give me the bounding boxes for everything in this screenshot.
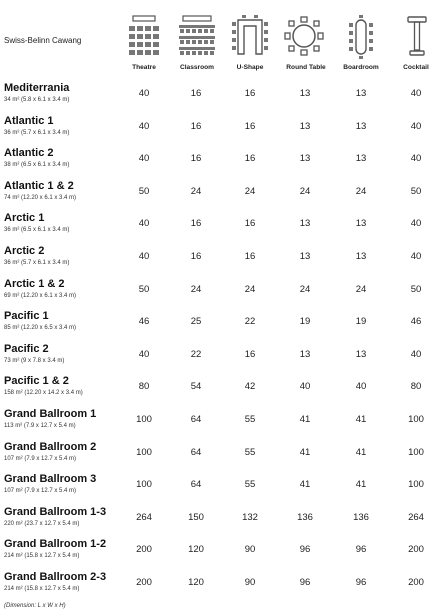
- capacity-cell: 200: [136, 577, 152, 588]
- capacity-cell: 41: [355, 479, 367, 491]
- capacity-cell: 120: [188, 544, 204, 556]
- table-row: [0, 306, 435, 338]
- room-name: Atlantic 2: [4, 147, 54, 160]
- capacity-cell: 80: [138, 381, 150, 393]
- capacity-cell: 16: [190, 88, 202, 99]
- room-size: 34 m² (5.8 x 6.1 x 3.4 m): [4, 97, 70, 103]
- col-label-theatre: Theatre: [132, 64, 156, 71]
- room-size: 36 m² (5.7 x 6.1 x 3.4 m): [4, 260, 70, 266]
- capacity-cell: 41: [355, 414, 367, 425]
- capacity-cell: 40: [410, 348, 422, 360]
- capacity-cell: 13: [299, 218, 311, 230]
- room-size: 107 m² (7.9 x 12.7 x 5.4 m): [4, 455, 77, 462]
- room-size: 36 m² (6.5 x 6.1 x 3.4 m): [4, 227, 70, 234]
- table-row: [0, 208, 435, 240]
- capacity-cell: 90: [244, 544, 256, 556]
- capacity-cell: 64: [190, 414, 202, 425]
- room-name: Atlantic 1: [4, 114, 54, 127]
- room-size: 158 m² (12.20 x 14.2 x 3.4 m): [4, 390, 83, 397]
- capacity-cell: 40: [410, 120, 422, 132]
- capacity-cell: 64: [190, 479, 202, 491]
- capacity-cell: 54: [190, 381, 202, 393]
- room-name: Pacific 1 & 2: [4, 375, 69, 388]
- capacity-cell: 22: [190, 348, 202, 360]
- room-size: 73 m² (9 x 7.8 x 3.4 m): [4, 357, 65, 364]
- capacity-cell: 100: [408, 446, 424, 458]
- capacity-cell: 96: [299, 544, 311, 556]
- col-label-boardroom: Boardroom: [343, 64, 379, 71]
- capacity-cell: 200: [136, 544, 152, 556]
- capacity-cell: 16: [190, 153, 202, 165]
- capacity-cell: 40: [410, 153, 422, 165]
- capacity-cell: 16: [244, 348, 256, 360]
- room-name: Grand Ballroom 1-2: [4, 538, 107, 551]
- capacity-cell: 96: [299, 577, 311, 588]
- capacity-cell: 40: [138, 218, 150, 230]
- capacity-cell: 13: [299, 251, 311, 262]
- capacity-cell: 100: [136, 479, 152, 491]
- capacity-cell: 40: [410, 251, 422, 262]
- capacity-cell: 136: [297, 511, 313, 523]
- capacity-cell: 41: [355, 446, 367, 458]
- room-name: Grand Ballroom 3: [4, 473, 97, 486]
- capacity-cell: 16: [244, 120, 256, 132]
- table-row: [0, 371, 435, 403]
- capacity-cell: 55: [244, 414, 256, 425]
- room-name: Pacific 2: [4, 342, 49, 355]
- capacity-cell: 13: [355, 348, 367, 360]
- table-row: [0, 241, 435, 273]
- capacity-cell: 96: [355, 544, 367, 556]
- capacity-cell: 55: [244, 446, 256, 458]
- room-name: Grand Ballroom 2: [4, 440, 97, 453]
- capacity-cell: 16: [244, 251, 256, 262]
- capacity-cell: 24: [355, 283, 367, 295]
- capacity-cell: 40: [138, 88, 150, 99]
- room-size: 214 m² (15.8 x 12.7 x 5.4 m): [4, 553, 80, 560]
- capacity-cell: 13: [299, 153, 311, 165]
- capacity-cell: 100: [136, 446, 152, 458]
- room-name: Mediterrania: [4, 82, 70, 94]
- capacity-cell: 120: [188, 577, 204, 588]
- capacity-cell: 16: [190, 218, 202, 230]
- room-name: Pacific 1: [4, 310, 49, 323]
- classroom-icon: [169, 14, 225, 60]
- capacity-cell: 264: [136, 511, 152, 523]
- capacity-cell: 46: [410, 316, 422, 328]
- capacity-cell: 16: [190, 251, 202, 262]
- capacity-cell: 41: [299, 414, 311, 425]
- room-name: Grand Ballroom 2-3: [4, 571, 107, 583]
- table-row: [0, 437, 435, 469]
- u-shape-icon: [222, 14, 278, 60]
- capacity-cell: 40: [410, 218, 422, 230]
- capacity-cell: 42: [244, 381, 256, 393]
- capacity-cell: 200: [408, 544, 424, 556]
- capacity-cell: 24: [299, 283, 311, 295]
- capacity-cell: 40: [138, 348, 150, 360]
- capacity-cell: 100: [408, 479, 424, 491]
- col-label-round-table: Round Table: [286, 64, 326, 71]
- room-size: 85 m² (12.20 x 6.5 x 3.4 m): [4, 325, 77, 332]
- capacity-cell: 25: [190, 316, 202, 328]
- capacity-cell: 13: [355, 153, 367, 165]
- room-name: Arctic 2: [4, 245, 45, 257]
- capacity-cell: 80: [410, 381, 422, 393]
- col-label-u-shape: U-Shape: [236, 64, 264, 71]
- capacity-cell: 19: [355, 316, 367, 328]
- capacity-cell: 24: [299, 185, 311, 197]
- table-header: [0, 0, 435, 76]
- room-name: Grand Ballroom 1-3: [4, 505, 107, 518]
- table-row: [0, 78, 435, 110]
- capacity-cell: 136: [353, 511, 369, 523]
- room-name: Grand Ballroom 1: [4, 408, 97, 420]
- room-name: Arctic 1: [4, 212, 45, 225]
- room-size: 69 m² (12.20 x 6.1 x 3.4 m): [4, 292, 77, 299]
- capacity-cell: 16: [190, 120, 202, 132]
- capacity-cell: 100: [136, 414, 152, 425]
- room-size: 113 m² (7.9 x 12.7 x 5.4 m): [4, 423, 76, 429]
- table-row: [0, 534, 435, 566]
- hotel-name: Swiss-Belinn Cawang: [4, 36, 82, 45]
- capacity-cell: 50: [138, 185, 150, 197]
- capacity-cell: 132: [242, 511, 258, 523]
- capacity-cell: 16: [244, 88, 256, 99]
- capacity-cell: 13: [355, 120, 367, 132]
- table-row: [0, 111, 435, 143]
- room-size: 38 m² (6.5 x 6.1 x 3.4 m): [4, 162, 70, 169]
- room-size: 220 m² (23.7 x 12.7 x 5.4 m): [4, 520, 80, 527]
- room-name: Atlantic 1 & 2: [4, 179, 74, 192]
- capacity-cell: 264: [408, 511, 424, 523]
- capacity-cell: 24: [190, 283, 202, 295]
- capacity-cell: 24: [190, 185, 202, 197]
- capacity-cell: 46: [138, 316, 150, 328]
- capacity-cell: 90: [244, 577, 256, 588]
- capacity-cell: 22: [244, 316, 256, 328]
- capacity-cell: 64: [190, 446, 202, 458]
- round-table-icon: [276, 14, 332, 60]
- capacity-cell: 40: [138, 251, 150, 262]
- capacity-cell: 13: [299, 348, 311, 360]
- capacity-cell: 40: [355, 381, 367, 393]
- table-row: [0, 469, 435, 501]
- table-row: [0, 176, 435, 208]
- capacity-cell: 41: [299, 479, 311, 491]
- capacity-cell: 16: [244, 153, 256, 165]
- room-name: Arctic 1 & 2: [4, 277, 65, 290]
- table-row: [0, 502, 435, 534]
- capacity-cell: 40: [299, 381, 311, 393]
- capacity-cell: 13: [299, 88, 311, 99]
- capacity-cell: 50: [410, 283, 422, 295]
- capacity-cell: 200: [408, 577, 424, 588]
- room-size: 107 m² (7.9 x 12.7 x 5.4 m): [4, 488, 77, 495]
- capacity-cell: 24: [244, 185, 256, 197]
- room-size: 36 m² (5.7 x 6.1 x 3.4 m): [4, 129, 70, 136]
- capacity-cell: 40: [138, 120, 150, 132]
- capacity-cell: 96: [355, 577, 367, 588]
- capacity-cell: 13: [355, 218, 367, 230]
- room-size: 74 m² (12.20 x 6.1 x 3.4 m): [4, 194, 77, 201]
- capacity-cell: 100: [408, 414, 424, 425]
- capacity-cell: 50: [410, 185, 422, 197]
- table-row: [0, 404, 435, 436]
- col-label-cocktail: Cocktail: [403, 64, 429, 71]
- capacity-cell: 24: [355, 185, 367, 197]
- table-row: [0, 567, 435, 599]
- capacity-cell: 50: [138, 283, 150, 295]
- capacity-cell: 41: [299, 446, 311, 458]
- table-row: [0, 339, 435, 371]
- capacity-cell: 40: [410, 88, 422, 99]
- col-label-classroom: Classroom: [179, 64, 215, 71]
- capacity-cell: 13: [355, 88, 367, 99]
- capacity-cell: 16: [244, 218, 256, 230]
- theatre-icon: [116, 14, 172, 60]
- capacity-cell: 19: [299, 316, 311, 328]
- table-row: [0, 143, 435, 175]
- boardroom-icon: [333, 14, 389, 60]
- capacity-cell: 13: [355, 251, 367, 262]
- table-row: [0, 274, 435, 306]
- capacity-cell: 40: [138, 153, 150, 165]
- cocktail-icon: [389, 14, 435, 60]
- room-size: 214 m² (15.8 x 12.7 x 5.4 m): [4, 586, 80, 592]
- capacity-cell: 24: [244, 283, 256, 295]
- capacity-cell: 55: [244, 479, 256, 491]
- dimension-footnote: (Dimension: L x W x H): [4, 603, 66, 609]
- capacity-cell: 13: [299, 120, 311, 132]
- capacity-cell: 150: [188, 511, 204, 523]
